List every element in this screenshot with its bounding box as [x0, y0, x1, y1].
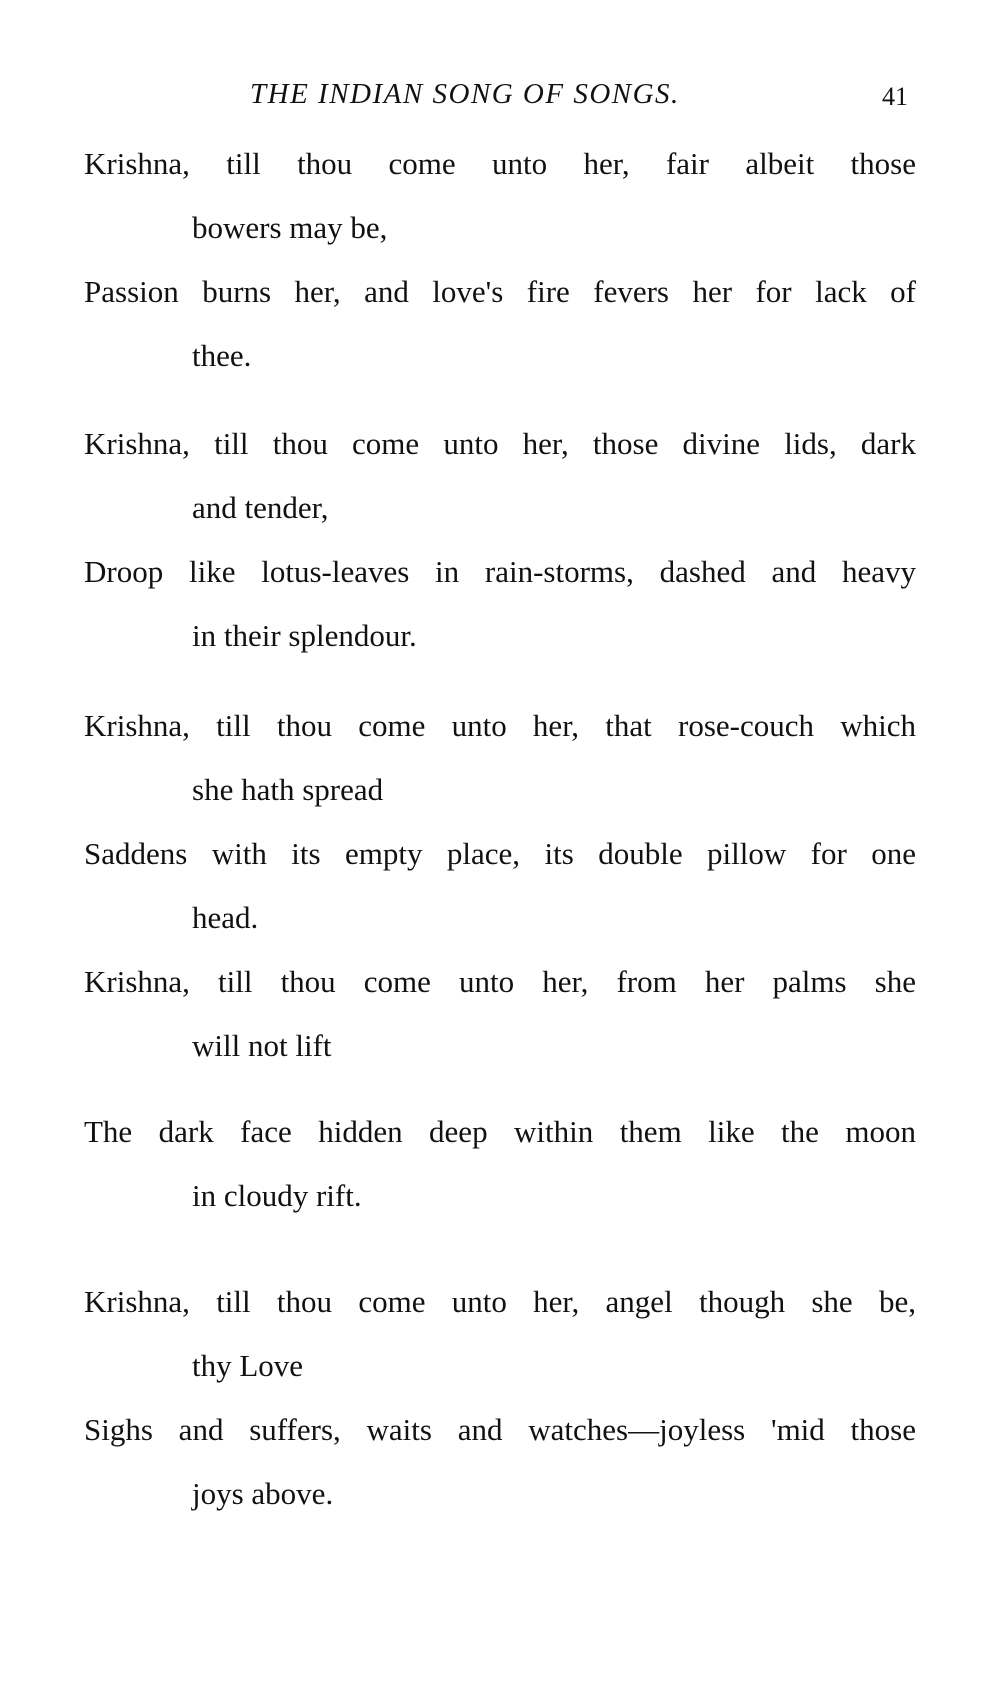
verse-line: Krishna, till thou come unto her, from her palms she	[84, 964, 916, 999]
verse-line-continuation: in their splendour.	[192, 618, 417, 653]
verse-line: Krishna, till thou come unto her, fair albeit those	[84, 146, 916, 181]
verse-line-continuation: head.	[192, 900, 259, 935]
verse-line-continuation: and tender,	[192, 490, 329, 525]
verse-line-continuation: thee.	[192, 338, 252, 373]
verse-line: Krishna, till thou come unto her, those divine lids, dark	[84, 426, 916, 461]
verse-line-continuation: she hath spread	[192, 772, 384, 807]
verse-line-continuation: will not lift	[192, 1028, 332, 1063]
verse-line: Saddens with its empty place, its double pillow for one	[84, 836, 916, 871]
verse-line: Krishna, till thou come unto her, angel though she be,	[84, 1284, 916, 1319]
page-number: 41	[882, 82, 908, 111]
verse-line: Sighs and suffers, waits and watches—joyless 'mid those	[84, 1412, 916, 1447]
verse-line-continuation: in cloudy rift.	[192, 1178, 362, 1213]
running-title: THE INDIAN SONG OF SONGS.	[250, 78, 680, 110]
verse-line: The dark face hidden deep within them like the moon	[84, 1114, 916, 1149]
stanza-5	[84, 1270, 916, 1526]
verse-line: Krishna, till thou come unto her, that rose-couch which	[84, 708, 916, 743]
stanza-3	[84, 694, 916, 1078]
verse-line: Droop like lotus-leaves in rain-storms, dashed and heavy	[84, 554, 916, 589]
verse-line-continuation: joys above.	[192, 1476, 334, 1511]
verse-line-continuation: bowers may be,	[192, 210, 388, 245]
stanza-4	[84, 1100, 916, 1228]
stanza-2	[84, 412, 916, 668]
verse-line-continuation: thy Love	[192, 1348, 304, 1383]
verse-line: Passion burns her, and love's fire fevers her for lack of	[84, 274, 916, 309]
running-head	[0, 78, 1000, 118]
stanza-1	[84, 132, 916, 388]
